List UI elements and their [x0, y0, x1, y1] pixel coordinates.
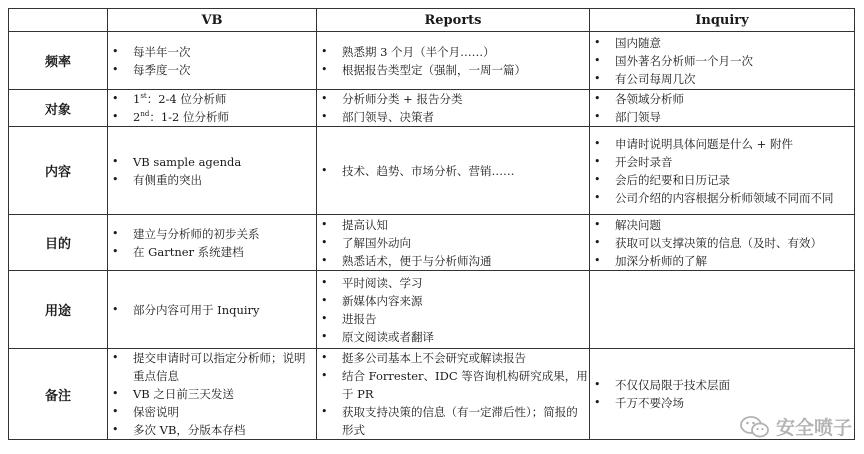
list-item: • 熟悉话术，便于与分析师沟通 [317, 252, 589, 270]
cell-inquiry [590, 271, 855, 349]
item-text: ：1-2 位分析师 [149, 110, 230, 124]
cell-reports [317, 32, 590, 90]
cell-vb [108, 349, 317, 440]
list-item: • 会后的纪要和日历记录 [590, 171, 854, 189]
wechat-icon [740, 416, 770, 438]
list-item: • 提交申请时可以指定分析师；说明重点信息 [108, 349, 316, 385]
cell-reports [317, 90, 590, 127]
list-item: • 根据报告类型定（强制，一周一篇） [317, 61, 589, 79]
bullet-list [317, 162, 589, 180]
list-item: • 不仅仅局限于技术层面 [590, 376, 854, 394]
list-item: • 获取可以支撑决策的信息（及时、有效） [590, 234, 854, 252]
bullet-list [317, 216, 589, 270]
cell-vb [108, 90, 317, 127]
list-item: • 部门领导、决策者 [317, 108, 589, 126]
row-label: 备注 [9, 349, 108, 440]
bullet-list [590, 90, 854, 126]
list-item: • 获取支持决策的信息（有一定滞后性）；简报的形式 [317, 403, 589, 439]
watermark [740, 413, 852, 440]
cell-inquiry [590, 32, 855, 90]
row-label: 用途 [9, 271, 108, 349]
header-row [9, 9, 855, 32]
list-item: • 提高认知 [317, 216, 589, 234]
cell-reports [317, 127, 590, 215]
row-label: 目的 [9, 215, 108, 271]
list-item: • 技术、趋势、市场分析、营销…… [317, 162, 589, 180]
list-item: • VB sample agenda [108, 153, 316, 171]
list-item [108, 90, 316, 108]
list-item: • 结合 Forrester、IDC 等咨询机构研究成果，用于 PR [317, 367, 589, 403]
list-item: • 国内随意 [590, 34, 854, 52]
list-item: • 挺多公司基本上不会研究或解读报告 [317, 349, 589, 367]
list-item: • 原文阅读或者翻译 [317, 328, 589, 346]
list-item: • 了解国外动向 [317, 234, 589, 252]
bullet-list [590, 135, 854, 207]
bullet-list [108, 301, 316, 319]
bullet-list [108, 349, 316, 439]
list-item: • 每季度一次 [108, 61, 316, 79]
list-item: • 有侧重的突出 [108, 171, 316, 189]
bullet-list [108, 225, 316, 261]
table-row [9, 32, 855, 90]
list-item: • 多次 VB，分版本存档 [108, 421, 316, 439]
list-item [108, 108, 316, 126]
list-item: • 解决问题 [590, 216, 854, 234]
cell-reports [317, 271, 590, 349]
item-text: ：2-4 位分析师 [146, 92, 227, 106]
watermark-text: 安全喷子 [775, 417, 852, 439]
cell-inquiry [590, 215, 855, 271]
list-item: • 在 Gartner 系统建档 [108, 243, 316, 261]
bullet-list [317, 90, 589, 126]
list-item: • 熟悉期 3 个月（半个月……） [317, 43, 589, 61]
header-reports: Reports [317, 9, 590, 32]
list-item: • 新媒体内容来源 [317, 292, 589, 310]
cell-reports [317, 349, 590, 440]
list-item: • 保密说明 [108, 403, 316, 421]
bullet-list [317, 43, 589, 79]
header-vb: VB [108, 9, 317, 32]
cell-vb [108, 271, 317, 349]
list-item: • 部分内容可用于 Inquiry [108, 301, 316, 319]
list-item: • 平时阅读、学习 [317, 274, 589, 292]
table-row [9, 127, 855, 215]
bullet-list [317, 274, 589, 346]
header-corner [9, 9, 108, 32]
cell-inquiry [590, 127, 855, 215]
list-item: • 进报告 [317, 310, 589, 328]
list-item: • 部门领导 [590, 108, 854, 126]
table-row [9, 215, 855, 271]
bullet-list [590, 34, 854, 88]
bullet-list [108, 43, 316, 79]
list-item: • 有公司每周几次 [590, 70, 854, 88]
list-item: • 千万不要冷场 [590, 394, 854, 412]
ordinal-number: 2 [133, 110, 141, 124]
table-row [9, 271, 855, 349]
row-label: 内容 [9, 127, 108, 215]
bullet-list [108, 90, 316, 126]
ordinal-suffix: nd [140, 110, 150, 119]
cell-reports [317, 215, 590, 271]
header-inquiry: Inquiry [590, 9, 855, 32]
list-item: • 各领域分析师 [590, 90, 854, 108]
list-item: • 公司介绍的内容根据分析师领域不同而不同 [590, 189, 854, 207]
list-item: • 国外著名分析师一个月一次 [590, 52, 854, 70]
bullet-list [590, 376, 854, 412]
list-item: • 加深分析师的了解 [590, 252, 854, 270]
bullet-list [590, 216, 854, 270]
ordinal-suffix: st [140, 92, 147, 101]
row-label: 频率 [9, 32, 108, 90]
table-row [9, 349, 855, 440]
bullet-list [317, 349, 589, 439]
list-item: • 申请时说明具体问题是什么 + 附件 [590, 135, 854, 153]
cell-vb [108, 215, 317, 271]
list-item: • 开会时录音 [590, 153, 854, 171]
list-item: • 每半年一次 [108, 43, 316, 61]
table-row [9, 90, 855, 127]
list-item: • VB 之日前三天发送 [108, 385, 316, 403]
bullet-list [108, 153, 316, 189]
ordinal-number: 1 [133, 92, 141, 106]
comparison-table [8, 8, 855, 440]
row-label: 对象 [9, 90, 108, 127]
list-item: • 建立与分析师的初步关系 [108, 225, 316, 243]
cell-inquiry [590, 90, 855, 127]
cell-vb [108, 32, 317, 90]
list-item: • 分析师分类 + 报告分类 [317, 90, 589, 108]
cell-vb [108, 127, 317, 215]
